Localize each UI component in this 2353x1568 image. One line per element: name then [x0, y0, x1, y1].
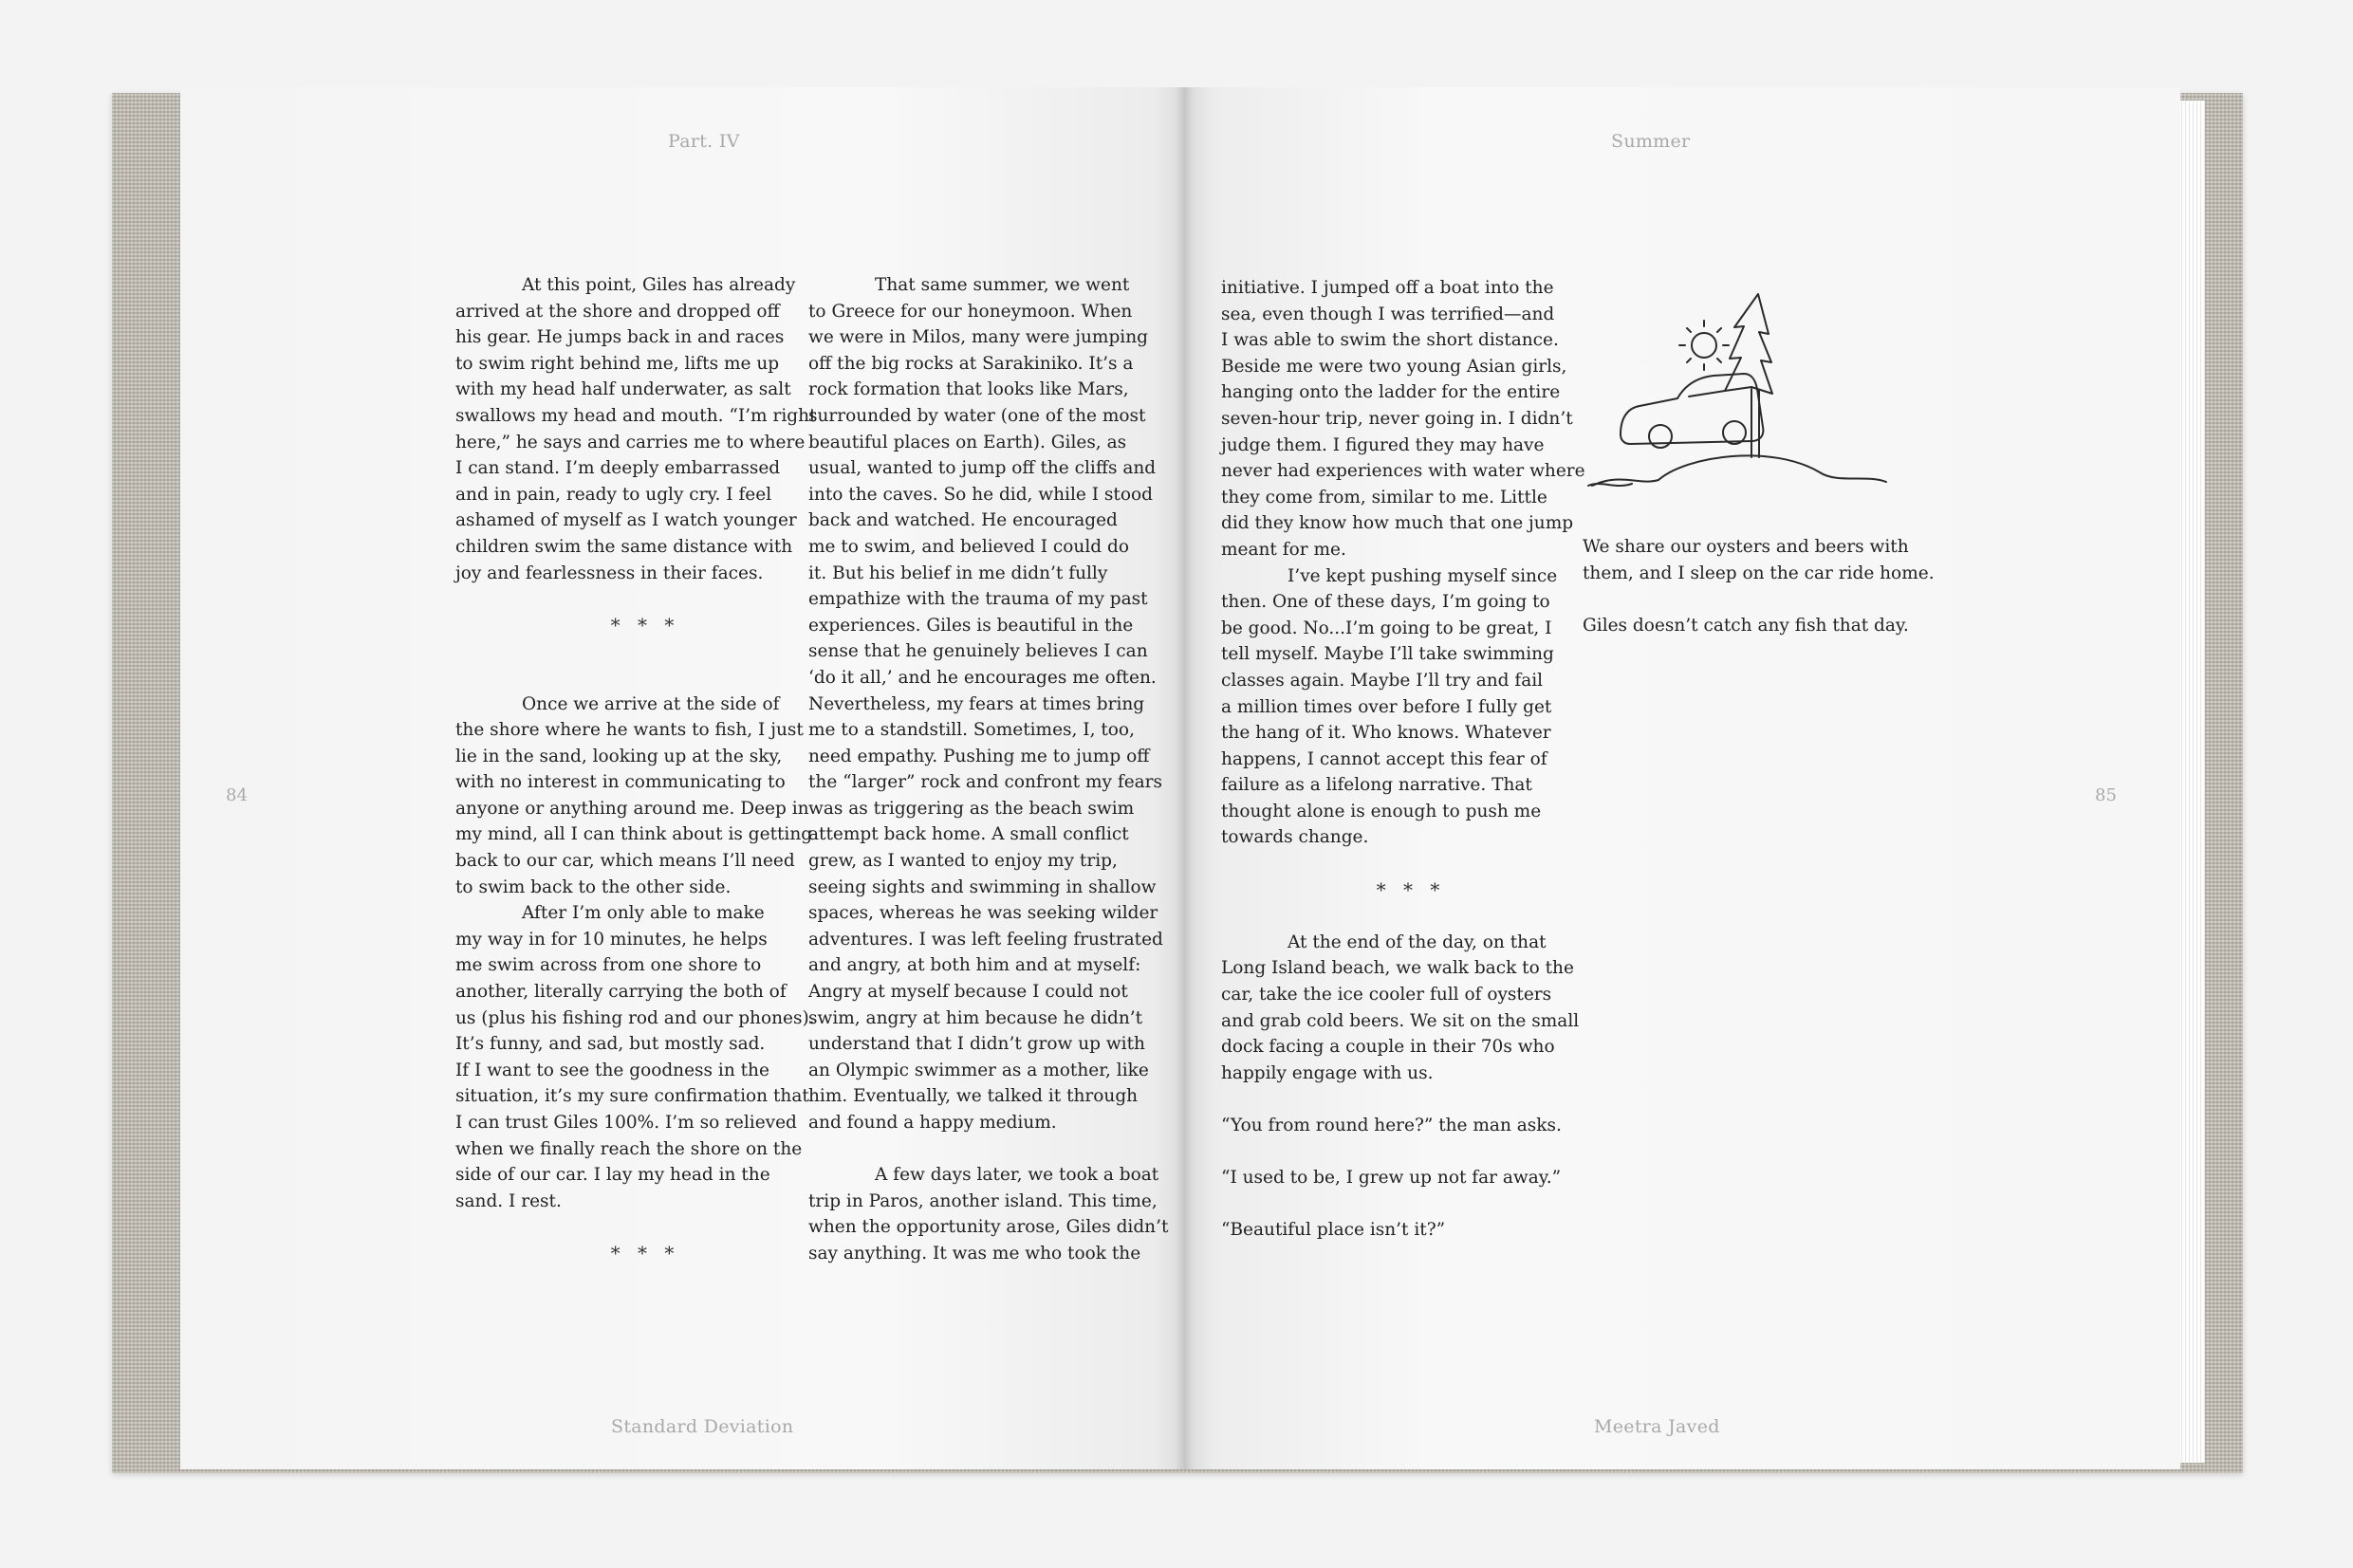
text-line: If I want to see the goodness in the — [455, 1060, 769, 1080]
text-line: At the end of the day, on that — [1288, 932, 1547, 952]
text-line: situation, it’s my sure confirmation that — [455, 1086, 809, 1107]
hill-icon — [1588, 455, 1886, 486]
text-line: and angry, at both him and at myself: — [808, 955, 1141, 976]
text-line: we were in Milos, many were jumping — [808, 327, 1148, 348]
running-head-right: Summer — [1611, 131, 1691, 152]
text-line: swim, angry at him because he didn’t — [808, 1007, 1143, 1028]
text-line: Beside me were two young Asian girls, — [1221, 356, 1567, 377]
text-line: failure as a lifelong narrative. That — [1221, 775, 1532, 796]
text-line: I’ve kept pushing myself since — [1288, 565, 1558, 586]
text-line: Long Island beach, we walk back to the — [1221, 958, 1574, 979]
text-line: and in pain, ready to ugly cry. I feel — [455, 484, 772, 505]
section-break: * * * — [610, 613, 680, 636]
text-line: with my head half underwater, as salt — [455, 379, 791, 400]
text-line: seven-hour trip, never going in. I didn’t — [1221, 408, 1573, 429]
text-line: A few days later, we took a boat — [875, 1165, 1159, 1186]
text-line: I can stand. I’m deeply embarrassed — [455, 458, 781, 479]
text-line: lie in the sand, looking up at the sky, — [455, 746, 783, 766]
text-line: off the big rocks at Sarakiniko. It’s a — [808, 353, 1134, 374]
right-column-2 — [1583, 534, 1962, 638]
text-line: “You from round here?” the man asks. — [1221, 1116, 1562, 1135]
car-icon — [1621, 374, 1763, 448]
sun-icon — [1679, 321, 1729, 370]
text-line: ‘do it all,’ and he encourages me often. — [808, 667, 1157, 688]
running-head-left: Part. IV — [668, 131, 740, 152]
text-line: and found a happy medium. — [808, 1113, 1057, 1133]
text-line: It’s funny, and sad, but mostly sad. — [455, 1034, 766, 1055]
text-line: meant for me. — [1221, 539, 1346, 560]
text-line: “Beautiful place isn’t it?” — [1221, 1220, 1446, 1241]
text-line: seeing sights and swimming in shallow — [808, 876, 1157, 897]
text-line: rock formation that looks like Mars, — [808, 379, 1129, 400]
text-line: Angry at myself because I could not — [808, 982, 1128, 1003]
text-line: they come from, similar to me. Little — [1221, 487, 1547, 507]
text-line: my mind, all I can think about is getting — [455, 824, 813, 845]
car-tree-sun-drawing — [1583, 285, 1896, 512]
text-line: empathize with the trauma of my past — [808, 589, 1148, 610]
text-line: thought alone is enough to push me — [1221, 801, 1542, 821]
text-line: adventures. I was left feeling frustrated — [808, 929, 1163, 950]
text-line: classes again. Maybe I’ll try and fail — [1221, 670, 1544, 691]
text-line: We share our oysters and beers with — [1583, 537, 1909, 557]
text-line: spaces, whereas he was seeking wilder — [808, 903, 1158, 924]
text-line: and grab cold beers. We sit on the small — [1221, 1010, 1580, 1031]
section-break: * * * — [610, 1241, 680, 1264]
text-line: with no interest in communicating to — [455, 772, 786, 793]
text-line: initiative. I jumped off a boat into the — [1221, 278, 1554, 298]
text-line: side of our car. I lay my head in the — [455, 1165, 770, 1186]
text-line: I can trust Giles 100%. I’m so relieved — [455, 1113, 797, 1133]
text-line: attempt back home. A small conflict — [808, 824, 1129, 845]
text-line: swallows my head and mouth. “I’m right — [455, 405, 817, 426]
text-line: ashamed of myself as I watch younger — [455, 510, 797, 531]
text-line: Giles doesn’t catch any fish that day. — [1583, 615, 1909, 636]
text-line: That same summer, we went — [875, 275, 1130, 295]
text-line: arrived at the shore and dropped off — [455, 301, 780, 322]
text-line: towards change. — [1221, 827, 1369, 848]
text-line: here,” he says and carries me to where — [455, 432, 806, 452]
text-line: it. But his belief in me didn’t fully — [808, 563, 1108, 583]
text-line: happily engage with us. — [1221, 1062, 1434, 1083]
right-column-1 — [1221, 275, 1601, 1244]
text-line: was as triggering as the beach swim — [808, 798, 1135, 819]
text-line: dock facing a couple in their 70s who — [1221, 1037, 1555, 1058]
text-line: need empathy. Pushing me to jump off — [808, 746, 1150, 766]
text-line: back and watched. He encouraged — [808, 510, 1118, 531]
text-line: then. One of these days, I’m going to — [1221, 592, 1550, 613]
text-line: trip in Paros, another island. This time, — [808, 1190, 1158, 1211]
page-number-right: 85 — [2095, 785, 2117, 805]
text-line: an Olympic swimmer as a mother, like — [808, 1060, 1149, 1080]
text-line: when we finally reach the shore on the — [455, 1138, 803, 1159]
text-line: surrounded by water (one of the most — [808, 405, 1146, 426]
text-line: understand that I didn’t grow up with — [808, 1034, 1145, 1055]
left-column-1 — [455, 272, 835, 1267]
page-number-left: 84 — [226, 785, 248, 805]
text-line: to swim back to the other side. — [455, 876, 732, 897]
text-line: After I’m only able to make — [522, 903, 765, 924]
text-line: I was able to swim the short distance. — [1221, 330, 1559, 351]
text-line: did they know how much that one jump — [1221, 513, 1574, 534]
text-line: “I used to be, I grew up not far away.” — [1221, 1168, 1562, 1189]
text-line: Once we arrive at the side of — [522, 693, 780, 714]
text-line: into the caves. So he did, while I stood — [808, 484, 1153, 505]
text-line: happens, I cannot accept this fear of — [1221, 748, 1547, 769]
text-line: hanging onto the ladder for the entire — [1221, 382, 1561, 403]
text-line: tell myself. Maybe I’ll take swimming — [1221, 644, 1554, 665]
text-line: his gear. He jumps back in and races — [455, 327, 785, 348]
text-line: back to our car, which means I’ll need — [455, 851, 795, 872]
text-line: to swim right behind me, lifts me up — [455, 353, 780, 374]
text-line: the “larger” rock and confront my fears — [808, 772, 1163, 793]
text-line: grew, as I wanted to enjoy my trip, — [808, 851, 1118, 872]
text-line: me swim across from one shore to — [455, 955, 762, 976]
text-line: when the opportunity arose, Giles didn’t — [808, 1217, 1169, 1238]
left-column-2 — [808, 272, 1188, 1267]
text-line: joy and fearlessness in their faces. — [455, 563, 764, 583]
text-line: him. Eventually, we talked it through — [808, 1086, 1139, 1107]
text-line: usual, wanted to jump off the cliffs and — [808, 458, 1157, 479]
running-foot-left: Standard Deviation — [611, 1416, 794, 1437]
text-line: car, take the ice cooler full of oysters — [1221, 985, 1552, 1005]
text-line: the shore where he wants to fish, I just — [455, 720, 804, 741]
text-line: me to swim, and believed I could do — [808, 536, 1129, 557]
text-line: experiences. Giles is beautiful in the — [808, 615, 1134, 636]
text-line: children swim the same distance with — [455, 536, 793, 557]
text-line: never had experiences with water where — [1221, 461, 1585, 482]
text-line: sense that he genuinely believes I can — [808, 641, 1148, 662]
text-line: my way in for 10 minutes, he helps — [455, 929, 768, 950]
text-line: say anything. It was me who took the — [808, 1243, 1141, 1264]
text-line: At this point, Giles has already — [522, 275, 796, 295]
text-line: beautiful places on Earth). Giles, as — [808, 432, 1127, 452]
text-line: the hang of it. Who knows. Whatever — [1221, 723, 1551, 744]
text-line: be good. No...I’m going to be great, I — [1221, 618, 1552, 638]
text-line: them, and I sleep on the car ride home. — [1583, 563, 1935, 583]
text-line: Nevertheless, my fears at times bring — [808, 693, 1145, 714]
text-line: me to a standstill. Sometimes, I, too, — [808, 720, 1135, 741]
section-break: * * * — [1376, 877, 1446, 901]
text-line: judge them. I figured they may have — [1221, 434, 1545, 455]
text-line: sand. I rest. — [455, 1190, 562, 1211]
text-line: another, literally carrying the both of — [455, 982, 787, 1003]
text-line: sea, even though I was terrified—and — [1221, 304, 1555, 324]
text-line: us (plus his fishing rod and our phones). — [455, 1007, 815, 1028]
text-line: anyone or anything around me. Deep in — [455, 798, 809, 819]
text-line: a million times over before I fully get — [1221, 696, 1552, 717]
text-line: to Greece for our honeymoon. When — [808, 301, 1133, 322]
running-foot-right: Meetra Javed — [1594, 1416, 1720, 1437]
